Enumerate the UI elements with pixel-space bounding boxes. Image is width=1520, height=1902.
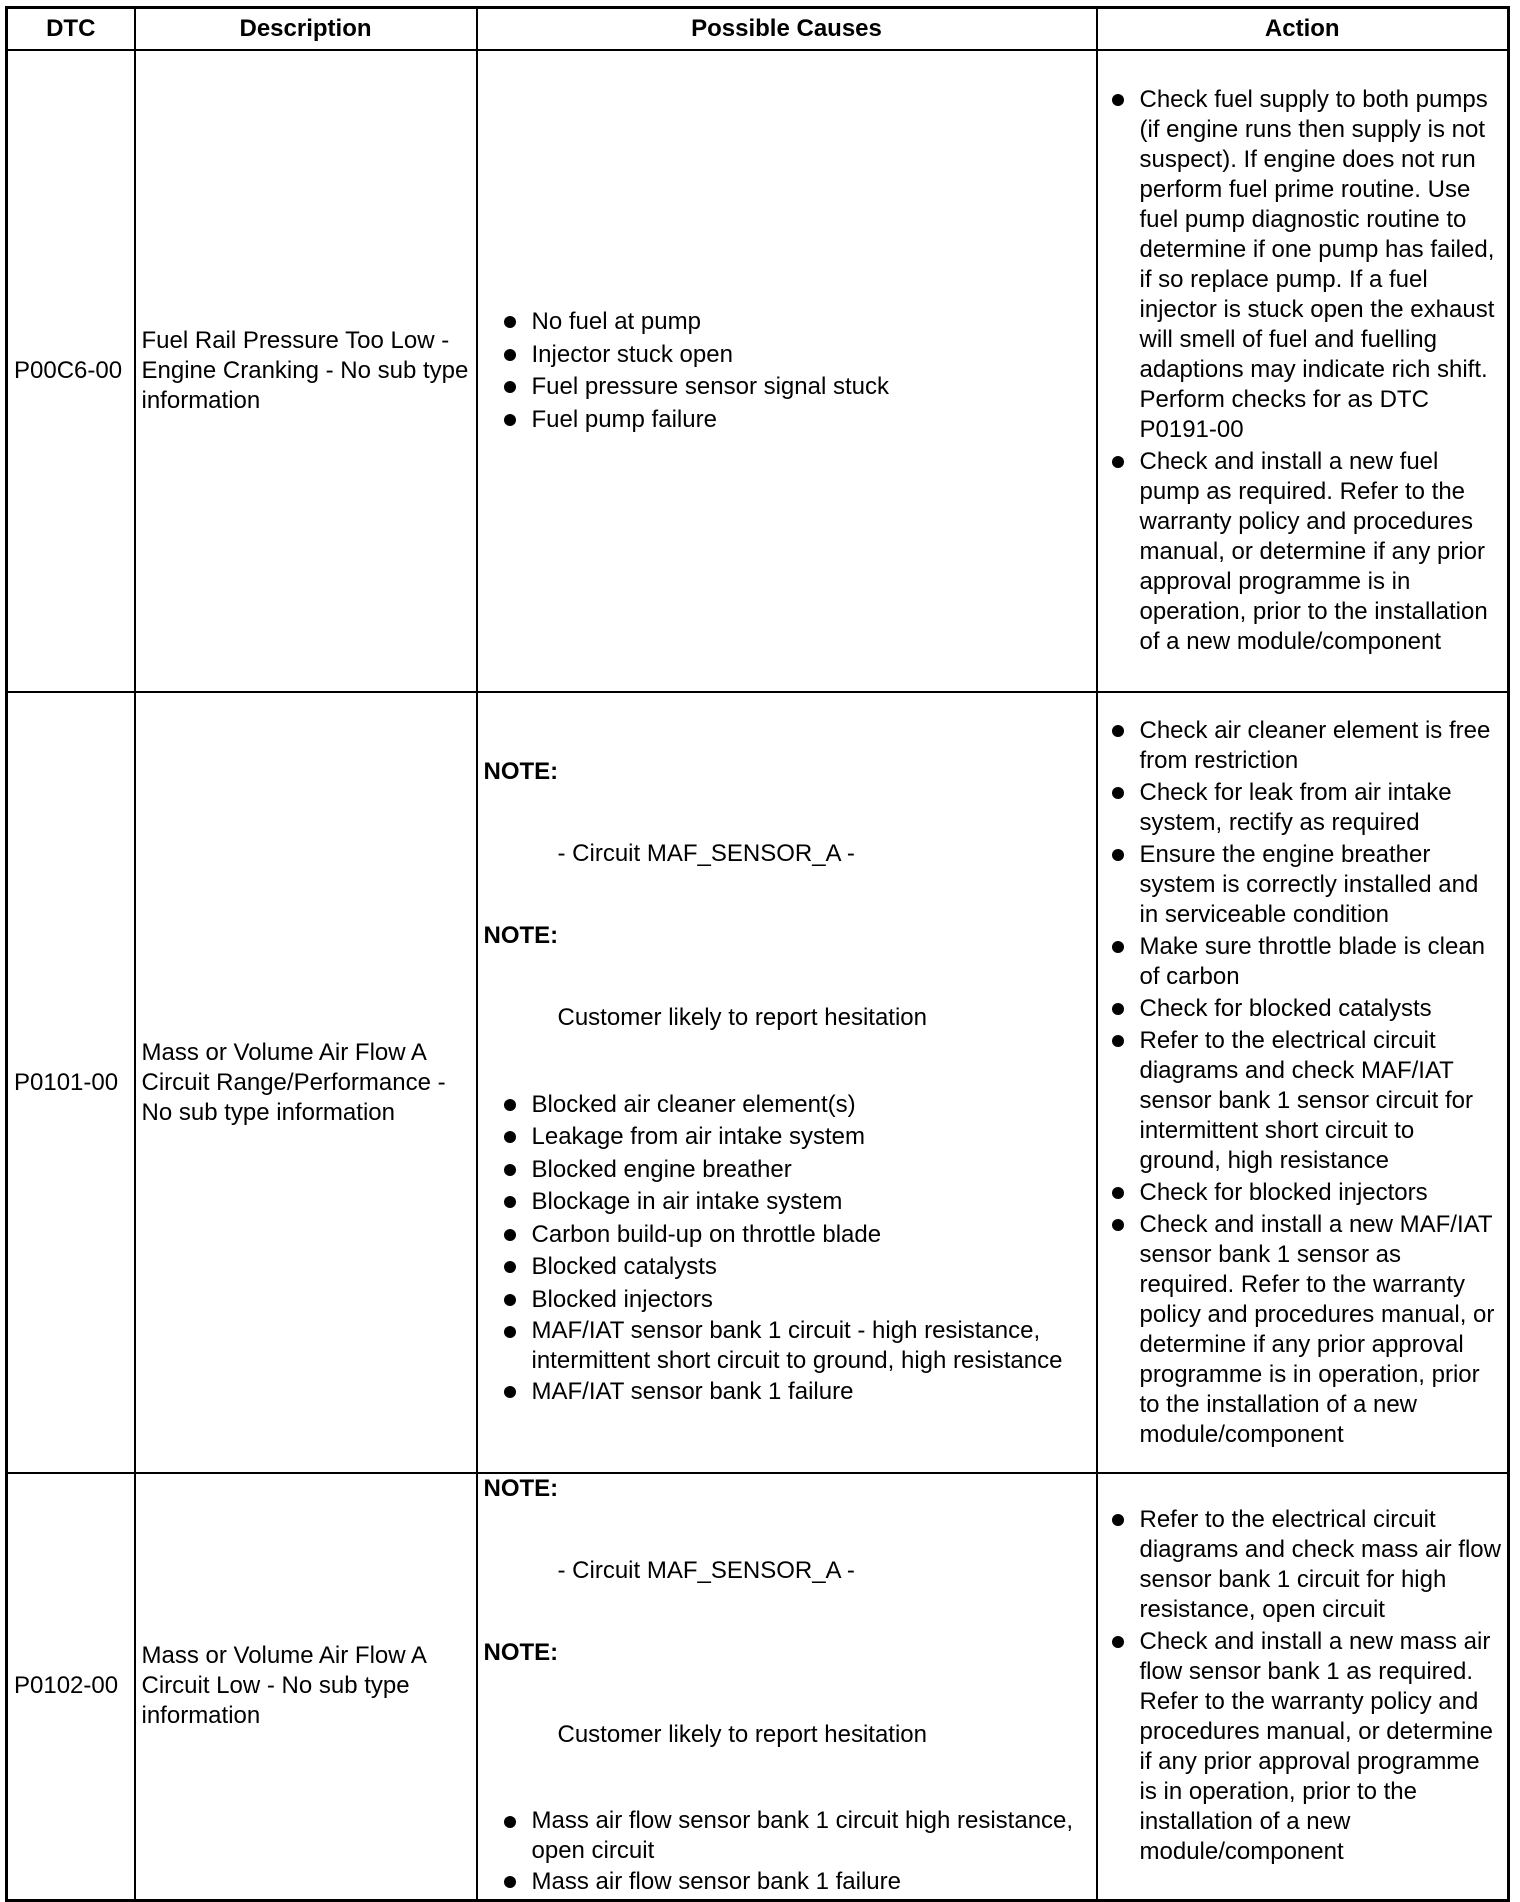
cause-item: Mass air flow sensor bank 1 failure: [484, 1866, 1090, 1899]
dtc-table: [5, 6, 1510, 1902]
cause-item: Blocked catalysts: [484, 1251, 1090, 1284]
note-text: - Circuit MAF_SENSOR_A -: [557, 839, 855, 867]
header-action: Action: [1097, 8, 1509, 51]
action-item: Refer to the electrical circuit diagrams and check MAF/IAT sensor bank 1 sensor circuit for intermittent short circuit to ground, high resistance: [1104, 1026, 1502, 1176]
action-item: Check for leak from air intake system, rectify as required: [1104, 778, 1502, 838]
note-label: NOTE:: [483, 1639, 559, 1666]
cause-item: Mass air flow sensor bank 1 circuit high resistance, open circuit: [484, 1806, 1090, 1866]
note-label: NOTE:: [483, 757, 559, 785]
cause-item: Blocked air cleaner element(s): [484, 1089, 1090, 1122]
note-label: NOTE:: [483, 921, 559, 949]
table-row: [7, 692, 1509, 1473]
action-item: Refer to the electrical circuit diagrams and check mass air flow sensor bank 1 circuit for high resistance, open circuit: [1104, 1505, 1502, 1625]
cause-item: Fuel pressure sensor signal stuck: [484, 371, 1090, 404]
table-row: [7, 50, 1509, 692]
action-cell: [1097, 1473, 1509, 1900]
cause-item: Fuel pump failure: [484, 404, 1090, 437]
description-cell: Mass or Volume Air Flow A Circuit Low - No sub type information: [135, 1473, 477, 1900]
cause-item: Leakage from air intake system: [484, 1121, 1090, 1154]
cause-item: Blockage in air intake system: [484, 1186, 1090, 1219]
note-text: - Circuit MAF_SENSOR_A -: [557, 1557, 855, 1584]
action-item: Check and install a new fuel pump as required. Refer to the warranty policy and procedures manual, or determine if any prior approval programme is in operation, prior to the installation of a new module/component: [1104, 447, 1502, 657]
dtc-code: P00C6-00: [7, 50, 135, 692]
header-row: [7, 8, 1509, 51]
action-item: Check for blocked catalysts: [1104, 994, 1502, 1024]
cause-item: Blocked injectors: [484, 1284, 1090, 1317]
header-causes: Possible Causes: [477, 8, 1097, 51]
causes-cell: [477, 1473, 1097, 1900]
header-description: Description: [135, 8, 477, 51]
header-dtc: DTC: [7, 8, 135, 51]
cause-item: Carbon build-up on throttle blade: [484, 1219, 1090, 1252]
note-label: NOTE:: [483, 1475, 559, 1502]
description-cell: Mass or Volume Air Flow A Circuit Range/Performance - No sub type information: [135, 692, 477, 1473]
action-item: Check air cleaner element is free from restriction: [1104, 716, 1502, 776]
action-cell: [1097, 50, 1509, 692]
cause-item: MAF/IAT sensor bank 1 failure: [484, 1376, 1090, 1409]
cause-item: Injector stuck open: [484, 339, 1090, 372]
note-text: Customer likely to report hesitation: [557, 1003, 927, 1031]
note-text: Customer likely to report hesitation: [557, 1721, 927, 1748]
description-cell: Fuel Rail Pressure Too Low - Engine Cranking - No sub type information: [135, 50, 477, 692]
cause-item: Blocked engine breather: [484, 1154, 1090, 1187]
action-item: Check for blocked injectors: [1104, 1178, 1502, 1208]
causes-cell: [477, 50, 1097, 692]
dtc-code: P0101-00: [7, 692, 135, 1473]
action-item: Check fuel supply to both pumps (if engine runs then supply is not suspect). If engine does not run perform fuel prime routine. Use fuel pump diagnostic routine to determine if one pump has failed, if so replace pump. If a fuel injector is stuck open the exhaust will smell of fuel and fuelling adaptions may indicate rich shift. Perform checks for as DTC P0191-00: [1104, 85, 1502, 445]
cause-item: No fuel at pump: [484, 306, 1090, 339]
action-item: Ensure the engine breather system is correctly installed and in serviceable condition: [1104, 840, 1502, 930]
action-cell: [1097, 692, 1509, 1473]
cause-item: MAF/IAT sensor bank 1 circuit - high resistance, intermittent short circuit to ground, high resistance: [484, 1316, 1090, 1376]
causes-cell: [477, 692, 1097, 1473]
dtc-code: P0102-00: [7, 1473, 135, 1900]
action-item: Make sure throttle blade is clean of carbon: [1104, 932, 1502, 992]
action-item: Check and install a new MAF/IAT sensor bank 1 sensor as required. Refer to the warranty policy and procedures manual, or determine if any prior approval programme is in operation, prior to the installation of a new module/component: [1104, 1210, 1502, 1450]
table-row: [7, 1473, 1509, 1900]
action-item: Check and install a new mass air flow sensor bank 1 as required. Refer to the warranty policy and procedures manual, or determine if any prior approval programme is in operation, prior to the installation of a new module/component: [1104, 1627, 1502, 1867]
